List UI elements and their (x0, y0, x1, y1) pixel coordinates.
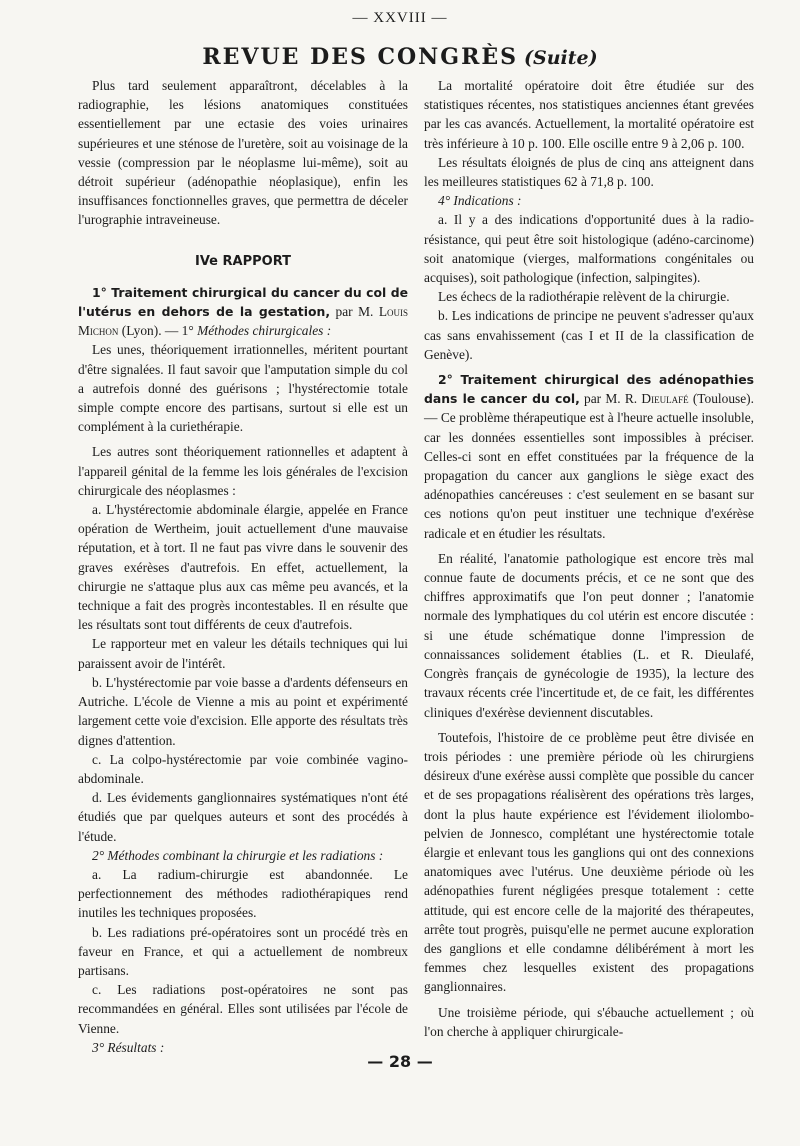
paragraph: La mortalité opératoire doit être étudiée sur des statistiques récentes, nos statistiques anciennes étant grevées par les cas avancés. Actuellement, la mortalité opératoire est très inférieure à 10 p. 100. Elle oscille entre 9 à 2,06 p. 100. (424, 78, 754, 151)
author-name: Louis Michon (78, 304, 409, 339)
subsection-title: 4° Indications : (438, 193, 522, 209)
right-column (424, 76, 754, 1041)
paragraph: Plus tard seulement apparaîtront, décelables à la radiographie, les lésions anatomiques constituées essentiellement par une ectasie des voies urinaires supérieures et une sténose de l'uretère, soit au voisinage de la vessie (compression par le néoplasme lui-même), soit au détroit supérieur (adénopathie néoplasique), enfin les insuffisances fonctionnelles graves, que permettra de déceler l'urographie intraveineuse. (78, 78, 408, 228)
paragraph: En réalité, l'anatomie pathologique est encore très mal connue faute de documents précis, et ce ne sont que des chiffres approximatifs que l'on peut donner ; l'anatomie normale des lymphatiques du col utérin est encore discutée : si une étude schématique donne l'impression de connaissances solidement établies (L. et R. Dieulafé, Congrès français de gynécologie de 1935), la lecture des travaux récents crée l'incertitude et, de ce fait, les différentes cliniques d'exérèse deviennent discutables. (424, 550, 754, 720)
paragraph: c. La colpo-hystérectomie par voie combinée vagino-abdominale. (78, 751, 408, 786)
paragraph: b. L'hystérectomie par voie basse a d'ardents défenseurs en Autriche. L'école de Vienne a mis au point et expérimenté largement cette voie d'excision. Elle apporte des résultats très dignes d'attention. (78, 674, 408, 748)
item-title: 2° Traitement chirurgical des adénopathies dans le cancer du col, (424, 372, 754, 407)
paragraph: Toutefois, l'histoire de ce problème peut être divisée en trois périodes : une première période où les chirurgiens désireux d'une exérèse aussi complète que possible du cancer et de ses propagations réalisèrent des opérations très larges, dont la plus haute expérience est l'évidement iliolombo-pelvien de Jonnesco, complétant une hystérectomie totale élargie et enlevant tous les ganglions qui ont des connexions anatomiques avec l'utérus. Une deuxième période où les adénopathies furent négligées presque totalement : cette attitude, qui est encore celle de la majorité des thérapeutes, arrête tout progrès, puisqu'elle ne permet aucune exploration des ganglions et elle condamne délibérément à mort les femmes chez lesquelles existent des propagations ganglionnaires. (424, 729, 754, 995)
page-roman-numeral: — XXVIII — (352, 10, 448, 26)
title-suffix: (Suite) (524, 47, 598, 69)
page-number: — 28 — (367, 1052, 433, 1071)
section-heading: IVe RAPPORT (194, 253, 291, 269)
subsection-title: 3° Résultats : (92, 1039, 165, 1055)
left-column (78, 76, 408, 1057)
item-heading (424, 370, 754, 543)
paragraph: b. Les indications de principe ne peuvent s'adresser qu'aux cas sans envahissement (cas I et II de la classification de Genève). (424, 308, 754, 362)
title-text: REVUE DES CONGRÈS (202, 44, 519, 70)
author-name: Dieulafé (641, 391, 689, 407)
paragraph: a. L'hystérectomie abdominale élargie, appelée en France opération de Wertheim, jouit actuellement d'une mauvaise réputation, et à tort. Il ne faut pas vivre dans le souvenir des graves exérèses d'autrefois. En effet, actuellement, la chirurgie ne s'attaque plus aux cas même peu avancés, et la technique a fait des progrès incontestables. Il en résulte que les résultats sont tout différents de ceux d'autrefois. (78, 502, 408, 633)
paragraph: Le rapporteur met en valeur les détails techniques qui lui paraissent avoir de l'intérêt. (78, 636, 408, 671)
paragraph: a. Il y a des indications d'opportunité dues à la radio-résistance, qui peut être soit histologique (adéno-carcinome) soit anatomique (vierges, malformations congénitales ou acquises), soit pathologique (infection, salpingites). (424, 212, 754, 286)
author-city: (Lyon). — 1° (121, 323, 194, 339)
paragraph: c. Les radiations post-opératoires ne sont pas recommandées en général. Elles sont utilisées par l'école de Vienne. (78, 982, 408, 1036)
item-body: (Toulouse). — Ce problème thérapeutique est à l'heure actuelle insoluble, car les données essentielles sont impossibles à préciser. Celles-ci sont en effet constituées par la fréquence de la propagation du cancer aux ganglions le siège exact des adénopathies cancéreuses : c'est seulement en se basant sur ces notions qu'on peut instituer une technique d'exérèse radicale et en étudier les résultats. (424, 391, 754, 541)
paragraph: b. Les radiations pré-opératoires sont un procédé très en faveur en France, et qui a actuellement de nombreux partisans. (78, 924, 408, 978)
paragraph: d. Les évidements ganglionnaires systématiques n'ont été étudiés que par quelques auteurs et sont des procédés à l'étude. (78, 790, 408, 844)
subsection-title: Méthodes chirurgicales : (197, 323, 332, 339)
author-prefix: par M. (335, 304, 374, 320)
paragraph: Les résultats éloignés de plus de cinq ans atteignent dans les meilleures statistiques 62 à 71,8 p. 100. (424, 154, 754, 190)
author-prefix: par M. R. (584, 391, 638, 407)
paragraph: Les échecs de la radiothérapie relèvent de la chirurgie. (438, 289, 730, 305)
page-title (0, 44, 800, 70)
paragraph: Une troisième période, qui s'ébauche actuellement ; où l'on cherche à appliquer chirurgicale- (424, 1004, 754, 1039)
item-heading (78, 283, 408, 341)
paragraph: Les autres sont théoriquement rationnelles et adaptent à l'appareil génital de la femme les lois générales de l'excision chirurgicale des néoplasmes : (78, 444, 408, 498)
paragraph: Les unes, théoriquement irrationnelles, méritent pourtant d'être signalées. Il faut savoir que l'amputation simple du col a autrefois donné des guérisons ; l'hystérectomie totale simple compte encore des partisans, surtout si elle est un complément à la curiethérapie. (78, 342, 408, 435)
subsection-title: 2° Méthodes combinant la chirurgie et les radiations : (92, 847, 384, 863)
item-title: 1° Traitement chirurgical du cancer du col de l'utérus en dehors de la gestation, (78, 284, 408, 320)
paragraph: a. La radium-chirurgie est abandonnée. Le perfectionnement des méthodes radiothérapiques rend inutiles les techniques proposées. (78, 866, 408, 921)
